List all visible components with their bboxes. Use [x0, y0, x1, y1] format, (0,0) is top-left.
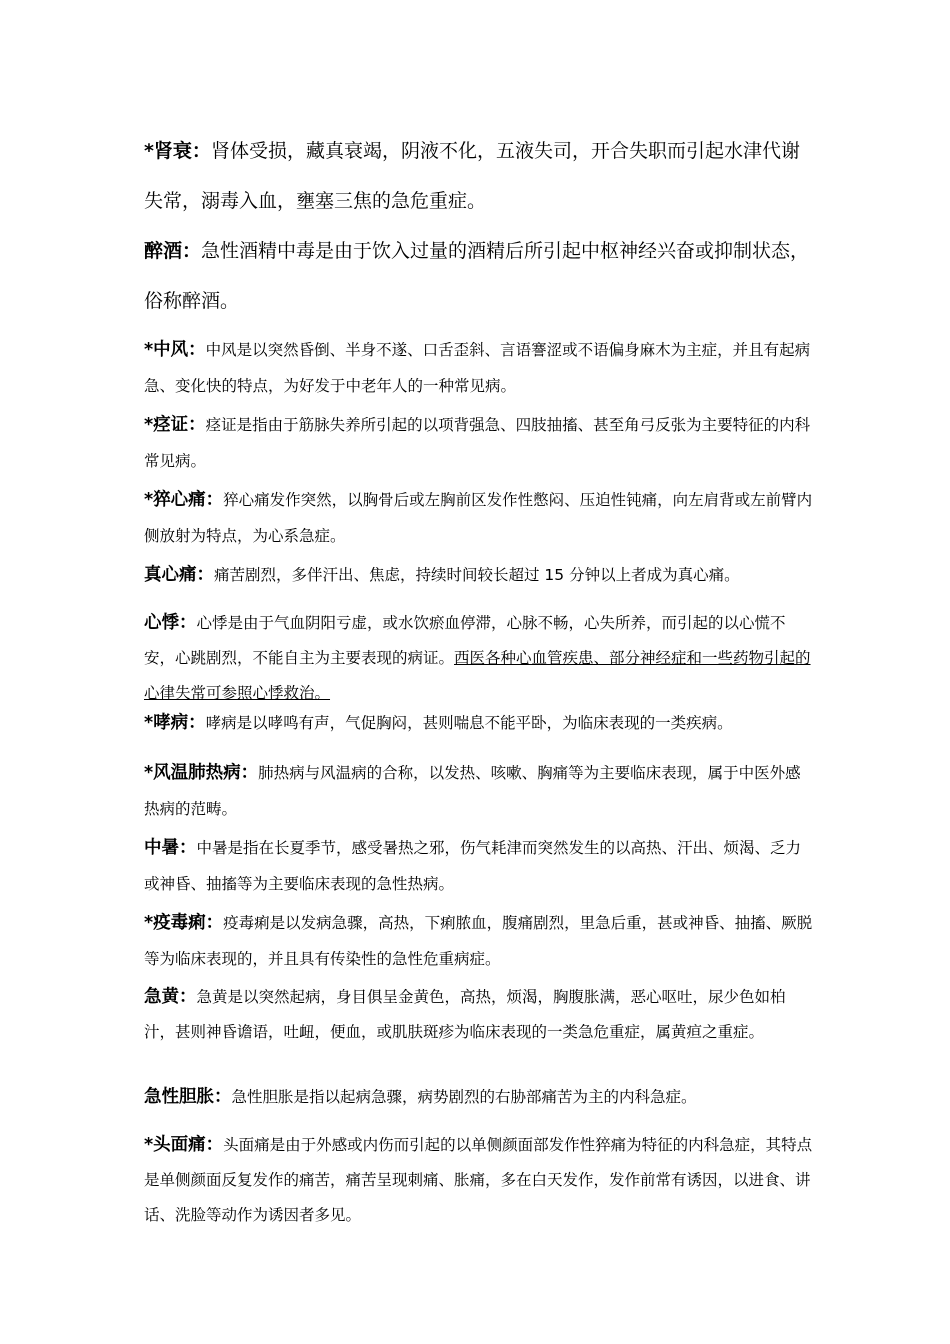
entry-jixing-danzhang — [144, 1079, 814, 1115]
entry-term: *头面痛： — [144, 1135, 224, 1155]
entry-yidu-li — [144, 905, 814, 977]
entry-definition: 痛苦剧烈，多伴汗出、焦虑，持续时间较长超过 15 分钟以上者成为真心痛。 — [214, 566, 740, 584]
entry-xinji — [144, 606, 814, 711]
entry-term: *猝心痛： — [144, 490, 224, 510]
entry-definition: 中暑是指在长夏季节，感受暑热之邪，伤气耗津而突然发生的以高热、汗出、烦渴、乏力或神昏、抽搐等为主要临床表现的急性热病。 — [144, 839, 802, 893]
entry-zhenxintong — [144, 557, 814, 593]
entry-term: *痉证： — [144, 415, 206, 435]
entry-definition: 心悸是由于气血阴阳亏虚，或水饮瘀血停滞，心脉不畅，心失所养，而引起的以心慌不安，心跳剧烈，不能自主为主要表现的病证。 — [144, 614, 786, 667]
entry-cuxintong — [144, 482, 814, 554]
entry-term: *肾衰： — [144, 140, 211, 162]
entry-term: 急性胆胀： — [144, 1087, 232, 1107]
entry-toumiantong — [144, 1128, 814, 1233]
entry-definition: 急性酒精中毒是由于饮入过量的酒精后所引起中枢神经兴奋或抑制状态，俗称醉酒。 — [144, 240, 810, 312]
entry-definition: 中风是以突然昏倒、半身不遂、口舌歪斜、言语謇涩或不语偏身麻木为主症，并且有起病急、变化快的特点，为好发于中老年人的一种常见病。 — [144, 341, 811, 395]
entry-term: 中暑： — [144, 838, 197, 858]
entry-term: *风温肺热病： — [144, 763, 259, 783]
entry-definition: 急性胆胀是指以起病急骤，病势剧烈的右胁部痛苦为主的内科急症。 — [231, 1088, 697, 1106]
entry-definition: 急黄是以突然起病，身目俱呈金黄色，高热，烦渴，胸腹胀满，恶心呕吐，尿少色如柏汁，甚则神昏谵语，吐衄，便血，或肌肤斑疹为临床表现的一类急危重症，属黄疸之重症。 — [144, 988, 786, 1041]
entry-definition: 肺热病与风温病的合称，以发热、咳嗽、胸痛等为主要临床表现，属于中医外感热病的范畴。 — [144, 764, 801, 818]
entry-definition: 疫毒痢是以发病急骤，高热，下痢脓血，腹痛剧烈，里急后重，甚或神昏、抽搐、厥脱等为临床表现的，并且具有传染性的急性危重病症。 — [144, 914, 813, 968]
entry-definition: 哮病是以哮鸣有声，气促胸闷，甚则喘息不能平卧，为临床表现的一类疾病。 — [205, 714, 733, 732]
entry-definition: 猝心痛发作突然，以胸骨后或左胸前区发作性憋闷、压迫性钝痛，向左肩背或左前臂内侧放射为特点，为心系急症。 — [144, 491, 813, 545]
entry-term: *中风： — [144, 340, 206, 360]
entry-shenshuai — [144, 126, 814, 226]
entry-definition: 痉证是指由于筋脉失养所引起的以项背强急、四肢抽搐、甚至角弓反张为主要特征的内科常见病。 — [144, 416, 811, 470]
entry-zhongshu — [144, 830, 814, 902]
entry-term: 真心痛： — [144, 565, 214, 585]
entry-term: *疫毒痢： — [144, 913, 224, 933]
entry-term: *哮病： — [144, 713, 206, 733]
entry-zhongfeng — [144, 332, 814, 404]
entry-zuijiu — [144, 226, 814, 326]
entry-xiaobing — [144, 705, 814, 741]
entry-term: 醉酒： — [144, 240, 202, 262]
entry-definition: 头面痛是由于外感或内伤而引起的以单侧颜面部发作性猝痛为特征的内科急症，其特点是单侧颜面反复发作的痛苦，痛苦呈现刺痛、胀痛，多在白天发作，发作前常有诱因，以进食、讲话、洗脸等动作为诱因者多见。 — [144, 1136, 813, 1224]
entry-jihuang — [144, 980, 814, 1050]
entry-term: 心悸： — [144, 613, 197, 633]
entry-definition-underlined: 西医各种心血管疾患、部分神经症和一些药物引起的心律失常可参照心悸救治。 — [144, 649, 811, 702]
entry-jingzheng — [144, 407, 814, 479]
entry-definition: 肾体受损，藏真衰竭，阴液不化，五液失司，开合失职而引起水津代谢失常，溺毒入血，壅塞三焦的急危重症。 — [144, 140, 800, 212]
entry-term: 急黄： — [144, 987, 197, 1007]
entry-fengwen-feire — [144, 755, 814, 827]
